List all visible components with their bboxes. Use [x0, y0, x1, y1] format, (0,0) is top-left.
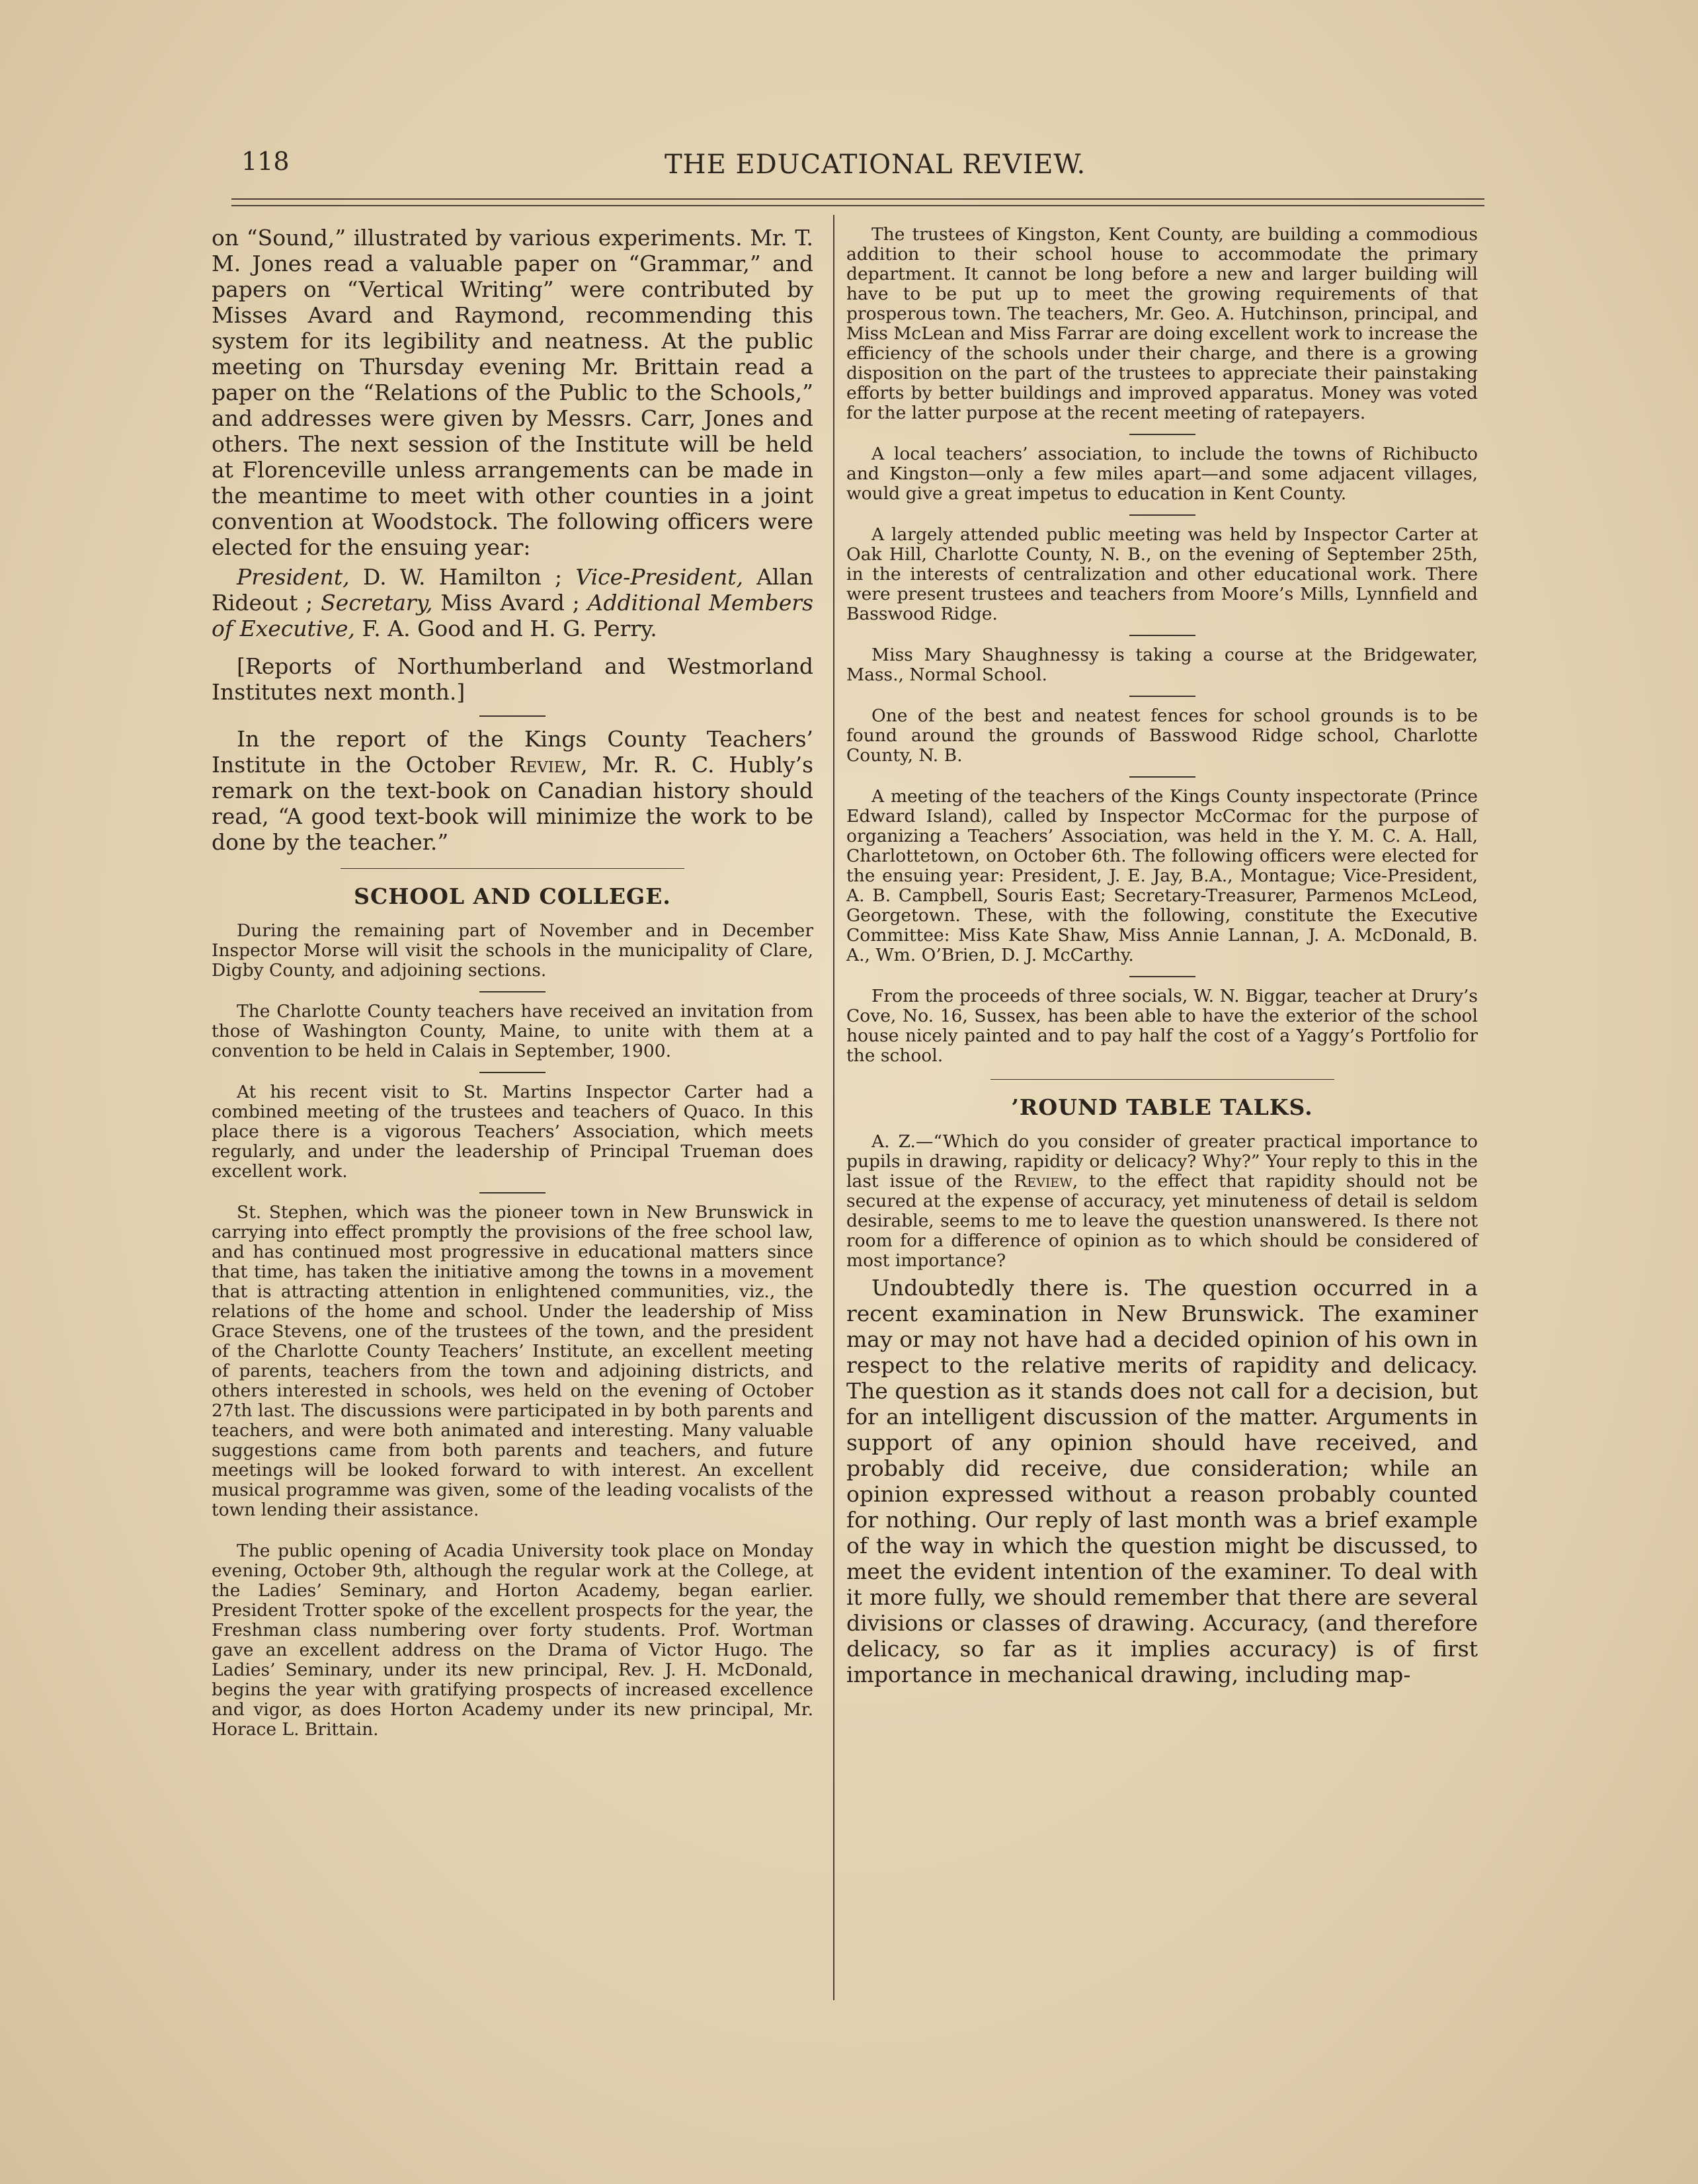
separator [1129, 434, 1195, 435]
separator [479, 1192, 546, 1193]
news-item: A largely attended public meeting was held by Inspector Carter at Oak Hill, Charlotte County, N. B., on the evening of September 25th, in the interests of centralization and other educational work. There were present trustees and teachers from Moore’s Mills, Lynnfield and Basswood Ridge. [846, 524, 1478, 624]
section-rule [341, 868, 684, 869]
news-item: St. Stephen, which was the pioneer town in New Brunswick in carrying into effect promptly the provisions of the free school law, and has continued most progressive in educational matters since that time, has taken the initiative among the towns in a movement that is attracting attention in enlightened communities, viz., the relations of the home and school. Under the leadership of Miss Grace Stevens, one of the trustees of the town, and the president of the Charlotte County Teachers’ Institute, an excellent meeting of parents, teachers from the town and adjoining districts, and others interested in schools, wes held on the evening of October 27th last. The discussions were participated in by both parents and teachers, and were both animated and interesting. Many valuable suggestions came from both parents and teachers, and future meetings will be looked forward to with interest. An excellent musical programme was given, some of the leading vocalists of the town lending their assistance. [212, 1202, 813, 1520]
vice-president-label: Vice-President, [575, 564, 743, 590]
secretary-label: Secretary, [321, 590, 433, 616]
header-rule-top [231, 198, 1484, 200]
spacer [479, 1531, 546, 1532]
separator [479, 1072, 546, 1073]
president-label: President, [237, 564, 350, 590]
news-item: At his recent visit to St. Martins Inspector Carter had a combined meeting of the trustees and teachers of Quaco. In this place there is a vigorous Teachers’ Association, which meets regularly, and under the leadership of Principal Trueman does excellent work. [212, 1082, 813, 1182]
secretary-name: Miss Avard ; [440, 590, 580, 616]
page-header [235, 147, 1491, 186]
additional-members-label: Additional Members of Executive, [212, 590, 814, 641]
separator [1129, 635, 1195, 636]
reader-query: A. Z.—“Which do you consider of greater practical importance to pupils in drawing, rapidity or delicacy? Why?” Your reply to this in the last issue of the Review, to the effect that rapidity should not be secured at the expense of accuracy, yet minuteness of detail is seldom desirable, seems to me to leave the question unanswered. Is there not room for a difference of opinion as to which should be considered of most importance? [846, 1131, 1478, 1271]
news-item: During the remaining part of November and in December Inspector Morse will visit the schools in the municipality of Clare, Digby County, and adjoining sections. [212, 920, 813, 981]
news-item: The Charlotte County teachers have received an invitation from those of Washington County, Maine, to unite with them at a convention to be held in Calais in September, 1900. [212, 1001, 813, 1061]
left-column [212, 225, 813, 1740]
news-item: One of the best and neatest fences for school grounds is to be found around the grounds of Basswood Ridge school, Charlotte County, N. B. [846, 706, 1478, 766]
additional-members-names: F. A. Good and H. G. Perry. [362, 616, 657, 641]
page-number: 118 [241, 147, 290, 176]
separator [1129, 776, 1195, 778]
separator [1129, 976, 1195, 977]
separator [479, 991, 546, 992]
correction-paragraph: In the report of the Kings County Teachers’ Institute in the October Review, Mr. R. C. Hubly’s remark on the text-book on Canadian history should read, “A good text-book will minimize the work to be done by the teacher.” [212, 726, 814, 855]
news-item: Miss Mary Shaughnessy is taking a course at the Bridgewater, Mass., Normal School. [846, 645, 1478, 685]
news-item: The trustees of Kingston, Kent County, are building a commodious addition to their school house to accommodate the primary department. It cannot be long before a new and larger building will have to be put up to meet the growing requirements of that prosperous town. The teachers, Mr. Geo. A. Hutchinson, principal, and Miss McLean and Miss Farrar are doing excellent work to increase the efficiency of the schools under their charge, and there is a growing disposition on the part of the trustees to appreciate their painstaking efforts by better buildings and improved apparatus. Money was voted for the latter purpose at the recent meeting of ratepayers. [846, 224, 1478, 423]
journal-title: THE EDUCATIONAL REVIEW. [665, 149, 1086, 180]
officers-list [212, 564, 813, 641]
reports-note: [Reports of Northumberland and Westmorland Institutes next month.] [212, 653, 813, 705]
separator [1129, 514, 1195, 516]
editor-answer: Undoubtedly there is. The question occurred in a recent examination in New Brunswick. The examiner may or may not have had a decided opinion of his own in respect to the relative merits of rapidity and delicacy. The question as it stands does not call for a decision, but for an intelligent discussion of the matter. Arguments in support of any opinion should have received, and probably did receive, due consideration; while an opinion expressed without a reason probably counted for nothing. Our reply of last month was a brief example of the way in which the question might be discussed, to meet the evident intention of the examiner. To deal with it more fully, we should remember that there are several divisions or classes of drawing. Accuracy, (and therefore delicacy, so far as it implies accuracy) is of first importance in mechanical drawing, including map- [846, 1275, 1478, 1687]
section-title-round-table-talks: ’ROUND TABLE TALKS. [1011, 1094, 1313, 1120]
president-name: D. W. Hamilton ; [362, 564, 563, 590]
column-divider [833, 215, 834, 2000]
news-item: The public opening of Acadia University took place on Monday evening, October 9th, although the regular work at the College, at the Ladies’ Seminary, and Horton Academy, began earlier. President Trotter spoke of the excellent prospects for the year, the Freshman class numbering over forty students. Prof. Wortman gave an excellent address on the Drama of Victor Hugo. The Ladies’ Seminary, under its new principal, Rev. J. H. McDonald, begins the year with gratifying prospects of increased excellence and vigor, as does Horton Academy under its new principal, Mr. Horace L. Brittain. [212, 1541, 813, 1740]
vice-president-name: Allan Rideout ; [212, 564, 814, 616]
separator [1129, 696, 1195, 697]
section-rule [991, 1079, 1334, 1080]
section-title-school-and-college: SCHOOL AND COLLEGE. [354, 883, 671, 909]
right-column [846, 225, 1478, 1687]
news-item: A local teachers’ association, to include the towns of Richibucto and Kingston—only a few miles apart—and some adjacent villages, would give a great impetus to education in Kent County. [846, 444, 1478, 504]
news-item: A meeting of the teachers of the Kings County inspectorate (Prince Edward Island), called by Inspector McCormac for the purpose of organizing a Teachers’ Association, was held in the Y. M. C. A. Hall, Charlottetown, on October 6th. The following officers were elected for the ensuing year: President, J. E. Jay, B.A., Montague; Vice-President, A. B. Campbell, Souris East; Secretary-Treasurer, Parmenos McLeod, Georgetown. These, with the following, constitute the Executive Committee: Miss Kate Shaw, Miss Annie Lannan, J. A. McDonald, B. A., Wm. O’Brien, D. J. McCarthy. [846, 786, 1478, 965]
separator [479, 715, 546, 717]
institute-report-paragraph: on “Sound,” illustrated by various experiments. Mr. T. M. Jones read a valuable paper on “Grammar,” and papers on “Vertical Writing” were contributed by Misses Avard and Raymond, recommending this system for its legibility and neatness. At the public meeting on Thursday evening Mr. Brittain read a paper on the “Relations of the Public to the Schools,” and addresses were given by Messrs. Carr, Jones and others. The next session of the Institute will be held at Florenceville unless arrangements can be made in the meantime to meet with other counties in a joint convention at Woodstock. The following officers were elected for the ensuing year: [212, 225, 813, 560]
news-item: From the proceeds of three socials, W. N. Biggar, teacher at Drury’s Cove, No. 16, Sussex, has been able to have the exterior of the school house nicely painted and to pay half the cost of a Yaggy’s Portfolio for the school. [846, 986, 1478, 1066]
header-rule-bottom [231, 205, 1484, 206]
